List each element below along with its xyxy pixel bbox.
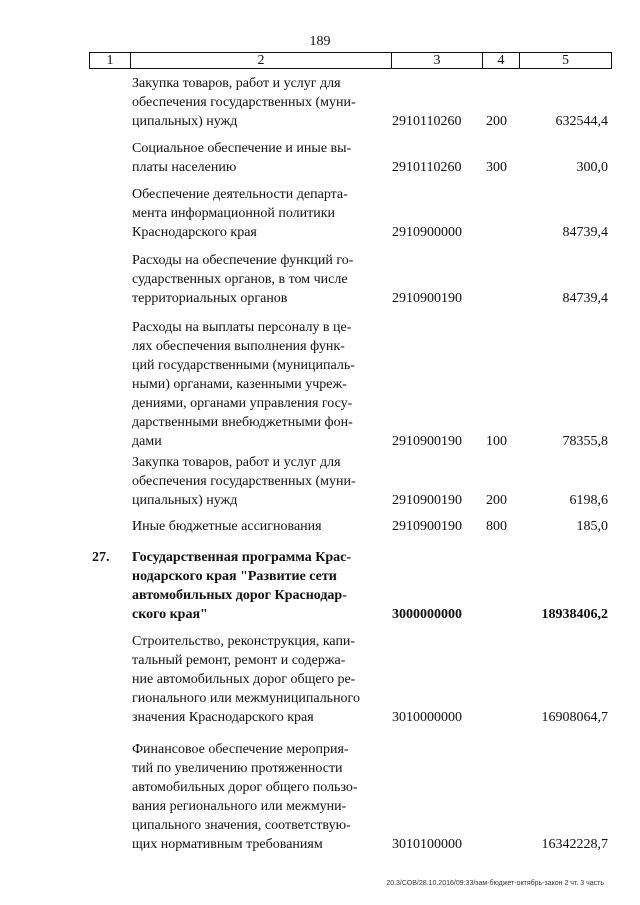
description-line: нодарского края "Развитие сети xyxy=(132,569,337,584)
description-line: ского края" xyxy=(132,607,208,622)
expense-type-code: 800 xyxy=(486,519,507,534)
description-line: ными) органами, казенными учреж- xyxy=(132,377,347,392)
description-line: вания регионального или межмуни- xyxy=(132,799,347,814)
description-line: дарственными внебюджетными фон- xyxy=(132,415,353,430)
row-description xyxy=(132,548,384,624)
column-header-row xyxy=(90,53,612,69)
column-header-5: 5 xyxy=(520,53,612,69)
description-line: мента информационной политики xyxy=(132,206,336,221)
page-number: 189 xyxy=(309,34,331,49)
column-header-1: 1 xyxy=(90,53,131,69)
description-line: ций государственными (муниципаль- xyxy=(132,358,355,373)
column-header-table xyxy=(89,52,612,69)
description-line: значения Краснодарского края xyxy=(132,710,314,725)
description-line: ципальных) нужд xyxy=(132,114,238,129)
description-line: Финансовое обеспечение мероприя- xyxy=(132,742,349,757)
description-line: ципальных) нужд xyxy=(132,493,238,508)
description-line: сударственных органов, в том числе xyxy=(132,272,348,287)
amount: 300,0 xyxy=(576,160,608,175)
amount: 18938406,2 xyxy=(541,607,608,622)
amount: 16908064,7 xyxy=(541,710,608,725)
description-line: Социальное обеспечение и иные вы- xyxy=(132,141,352,156)
description-line: тий по увеличению протяженности xyxy=(132,761,343,776)
description-line: автомобильных дорог общего пользо- xyxy=(132,780,358,795)
program-number: 27. xyxy=(92,550,110,565)
description-line: платы населению xyxy=(132,160,237,175)
row-description xyxy=(132,517,384,536)
column-header-2: 2 xyxy=(131,53,392,69)
target-article-code: 2910110260 xyxy=(392,114,462,129)
description-line: щих нормативным требованиям xyxy=(132,837,323,852)
description-line: гионального или межмуниципального xyxy=(132,691,360,706)
row-description xyxy=(132,74,384,131)
target-article-code: 3010100000 xyxy=(392,837,462,852)
description-line: Иные бюджетные ассигнования xyxy=(132,519,322,534)
target-article-code: 2910900190 xyxy=(392,519,462,534)
description-line: Государственная программа Крас- xyxy=(132,550,352,565)
description-line: обеспечения государственных (муни- xyxy=(132,95,356,110)
row-description xyxy=(132,251,384,308)
description-line: обеспечения государственных (муни- xyxy=(132,474,356,489)
row-description xyxy=(132,740,384,854)
target-article-code: 2910110260 xyxy=(392,160,462,175)
target-article-code: 3010000000 xyxy=(392,710,462,725)
column-header-3: 3 xyxy=(392,53,483,69)
target-article-code: 2910900190 xyxy=(392,291,462,306)
target-article-code: 2910900190 xyxy=(392,493,462,508)
amount: 632544,4 xyxy=(555,114,608,129)
description-line: Краснодарского края xyxy=(132,225,257,240)
description-line: Обеспечение деятельности департа- xyxy=(132,187,348,202)
column-header-4: 4 xyxy=(483,53,520,69)
target-article-code: 3000000000 xyxy=(392,607,462,622)
expense-type-code: 100 xyxy=(486,434,507,449)
description-line: лях обеспечения выполнения функ- xyxy=(132,339,345,354)
row-description xyxy=(132,139,384,177)
row-description xyxy=(132,318,384,451)
amount: 84739,4 xyxy=(562,225,608,240)
description-line: Закупка товаров, работ и услуг для xyxy=(132,76,341,91)
expense-type-code: 300 xyxy=(486,160,507,175)
target-article-code: 2910900000 xyxy=(392,225,462,240)
description-line: ципального значения, соответствую- xyxy=(132,818,351,833)
description-line: Строительство, реконструкция, капи- xyxy=(132,634,356,649)
amount: 84739,4 xyxy=(562,291,608,306)
expense-type-code: 200 xyxy=(486,493,507,508)
description-line: Расходы на обеспечение функций го- xyxy=(132,253,354,268)
description-line: дениями, органами управления госу- xyxy=(132,396,353,411)
footer-file-path: 20.3/СОВ/28.10.2016/09:33/зам-бюджет-октябрь-закон 2 чт. 3 часть xyxy=(386,880,604,887)
description-line: тальный ремонт, ремонт и содержа- xyxy=(132,653,346,668)
amount: 6198,6 xyxy=(569,493,608,508)
amount: 185,0 xyxy=(576,519,608,534)
description-line: дами xyxy=(132,434,162,449)
description-line: Закупка товаров, работ и услуг для xyxy=(132,455,341,470)
amount: 78355,8 xyxy=(562,434,608,449)
description-line: Расходы на выплаты персоналу в це- xyxy=(132,320,352,335)
amount: 16342228,7 xyxy=(541,837,608,852)
description-line: территориальных органов xyxy=(132,291,288,306)
row-description xyxy=(132,453,384,510)
row-description xyxy=(132,185,384,242)
description-line: автомобильных дорог Краснодар- xyxy=(132,588,347,603)
description-line: ние автомобильных дорог общего ре- xyxy=(132,672,356,687)
row-description xyxy=(132,632,384,727)
target-article-code: 2910900190 xyxy=(392,434,462,449)
expense-type-code: 200 xyxy=(486,114,507,129)
